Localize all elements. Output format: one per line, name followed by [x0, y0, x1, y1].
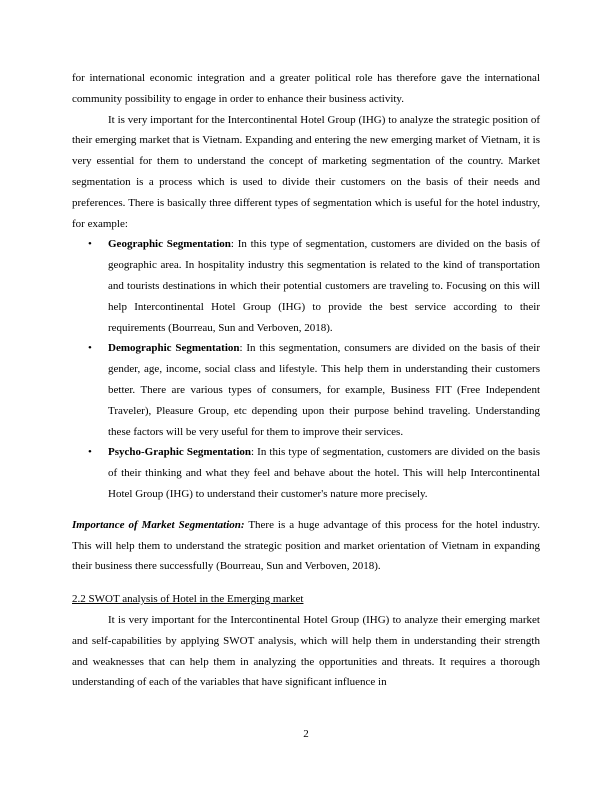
list-item-term: Geographic Segmentation [108, 238, 231, 251]
paragraph-swot: It is very important for the Intercontinental Hotel Group (IHG) to analyze their emerging market and self-capabilities by applying SWOT analysis, which will help them in understanding their strength and weaknesses that can help them in analyzing the opportunities and threats. It requires a thorough understanding of each of the variables that have significant influence in [72, 613, 540, 689]
section-heading [72, 589, 540, 610]
list-item-geographic [72, 234, 540, 338]
list-item-text: : In this type of segmentation, customers are divided on the basis of geographic area. In hospitality industry this segmentation is related to the kind of transportation and tourists destinations in which their potential customers are traveling to. Focusing on this will help Intercontinental Hotel Group (IHG) to provide the best service according to their requirements (Bourreau, Sun and Verboven, 2018). [108, 238, 540, 334]
list-item-text: : In this type of segmentation, customers are divided on the basis of their thinking and what they feel and behave about the hotel. This will help Intercontinental Hotel Group (IHG) to understand their customer's nature more precisely. [108, 446, 540, 500]
paragraph-market-segmentation: It is very important for the Intercontinental Hotel Group (IHG) to analyze the strategic position of their emerging market that is Vietnam. Expanding and entering the new emerging market of Vietnam, it is very essential for them to understand the concept of marketing segmentation of the country. Market segmentation is a process which is used to divide their customers on the basis of their needs and preferences. There is basically three different types of segmentation which is useful for the hotel industry, for example: [72, 113, 540, 230]
section-heading-text: 2.2 SWOT analysis of Hotel in the Emerging market [72, 593, 304, 606]
bullet-icon: • [88, 238, 92, 251]
list-item-term: Demographic Segmentation [108, 342, 240, 355]
importance-text: There is a huge advantage of this process for the hotel industry. This will help them to understand the strategic position and market orientation of Vietnam in expanding their business there successfully (Bourreau, Sun and Verboven, 2018). [72, 518, 540, 573]
bullet-icon: • [88, 446, 92, 459]
page-number: 2 [303, 728, 309, 740]
list-item-text: : In this segmentation, consumers are divided on the basis of their gender, age, income, social class and lifestyle. This help them in understanding their customers better. There are various types of consumers, for example, Business FIT (Free Independent Traveler), Pleasure Group, etc depending upon their purpose behind traveling. Understanding these factors will be very useful for them to improve their services. [108, 342, 540, 438]
list-item-demographic [72, 338, 540, 442]
importance-label: Importance of Market Segmentation: [72, 518, 245, 531]
paragraph-importance [72, 515, 540, 577]
bullet-icon: • [88, 342, 92, 355]
paragraph-continuation: for international economic integration and a greater political role has therefore gave the international community possibility to engage in order to enhance their business activity. [72, 72, 540, 105]
page-body [72, 68, 540, 693]
list-item-psychographic [72, 442, 540, 504]
segmentation-list [72, 234, 540, 504]
list-item-term: Psycho-Graphic Segmentation [108, 446, 252, 459]
